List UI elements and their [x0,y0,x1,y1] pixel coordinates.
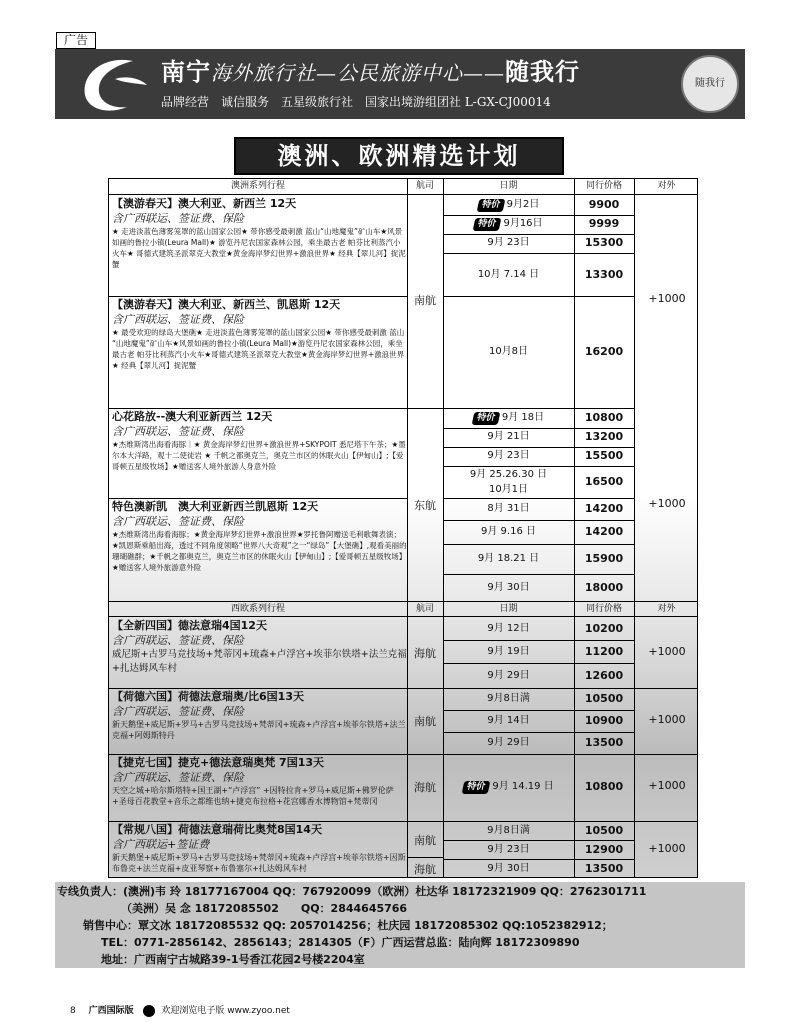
date-cell: 特价 9月2日 [443,197,574,213]
extra-price: +1000 [648,713,686,726]
extra-price: +1000 [648,645,686,658]
tour-eu-4: 【常规八国】荷德法意瑞荷比奥梵8国14天 含广西联运+签证费 新天鹅堡+威尼斯+罗马+古罗马竞技场+梵蒂冈+琉森+卢浮宫+埃菲尔铁塔+因斯布鲁克+法兰克福+皮亚琴察+布鲁塞尔+扎达姆风车村 [112,823,406,873]
date-cell: 9月 14日 [487,715,530,726]
tour-eu-2: 【荷德六国】荷德法意瑞奥/比6国13天 含广西联运、签证费、保险 新天鹅堡+威尼斯+罗马+古罗马竞技场+梵蒂冈+琉森+卢浮宫+埃菲尔铁塔+法兰克福+阿姆斯特丹 [112,690,406,740]
tour-eu-3: 【捷克七国】捷克+德法意瑞奥梵 7国13天 含广西联运、签证费、保险 天空之城+哈尔斯塔特+国王湖+“卢浮宫” +因特拉肯+罗马+威尼斯+佛罗伦萨+圣母百花教堂+音乐之都维也纳+捷克布拉格+花宫娜香水博物馆+梵蒂冈 [112,756,394,806]
date-cell: 9月 30日 [487,582,530,593]
price-cell: 9900 [588,198,620,211]
date-cell: 9月 23日 [487,450,530,461]
date-cell: 9月 29日 [487,737,530,748]
page-title: 澳洲、欧洲精选计划 [234,137,564,175]
date-cell: 9月 19日 [487,646,530,657]
date-cell: 9月 23日 [487,844,530,855]
price-cell: 13500 [584,862,624,875]
price-cell: 15900 [584,552,624,565]
aus-table-header: 澳洲系列行程 航司 日期 同行价格 对外 [109,179,698,195]
price-cell: 16500 [584,475,624,488]
date-cell: 10月8日 [488,346,529,357]
itinerary-table [108,178,698,878]
special-price-badge: 特价 [462,781,491,794]
price-cell: 15300 [584,236,624,249]
price-cell: 16200 [584,345,624,358]
price-cell: 15500 [584,449,624,462]
date-cell: 9月8日满 [487,825,530,836]
date-cell: 特价 9月 18日 [443,410,574,426]
airline-hu: 海航 [414,781,436,794]
price-cell: 10500 [584,692,624,705]
price-cell: 10800 [584,411,624,424]
agency-header [55,49,745,119]
date-cell: 特价 9月16日 [443,216,574,232]
contact-line: 销售中心：覃文冰 18172085532 QQ: 2057014256；杜庆园 18172085302 QQ:1052382912； [83,919,613,932]
contact-line: （美洲）吴 念 18172085502 QQ：2844645766 [121,902,408,915]
agency-tagline: 品牌经营 诚信服务 五星级旅行社 国家出境游组团社 L-GX-CJ00014 [161,95,551,109]
date-cell: 9月 9.16 日 [481,526,536,537]
price-cell: 13300 [584,268,624,281]
contact-line: 地址：广西南宁古城路39-1号香江花园2号楼2204室 [101,953,365,966]
page-footer [70,1003,290,1017]
extra-price: +1000 [648,292,686,305]
price-cell: 13200 [584,430,624,443]
date-cell: 9月 12日 [487,623,530,634]
date-cell: 9月 29日 [487,670,530,681]
extra-price: +1000 [648,842,686,855]
date-cell: 9月8日满 [487,693,530,704]
price-cell: 10200 [584,622,624,635]
date-cell: 9月 25.26.30 日 10月1日 [469,469,548,495]
tour-aus-3: 心花路放--澳大利亚新西兰 12天 含广西联运、签证费、保险 ★杰维斯湾出海看海豚｜★ 黄金海岸梦幻世界+激浪世界+SKYPOIT 悉尼塔下午茶；★墨尔本大洋路，观十二使徒岩 ★ 千帆之都奥克兰，奥克兰市区的休眠火山【伊甸山】;【爱哥顿五星级牧场】★赠送客人境外旅游人身意外险 [112,410,406,471]
price-cell: 14200 [584,525,624,538]
special-price-badge: 特价 [476,199,505,212]
page-number: 8 [70,1006,76,1016]
special-price-badge: 特价 [471,412,500,425]
airline-cz: 南航 [414,294,436,307]
tour-eu-1: 【全新四国】德法意瑞4国12天 含广西联运、签证费、保险 威尼斯+古罗马竞技场+梵蒂冈+琉森+卢浮宫+埃菲尔铁塔+法兰克福+扎达姆风车村 [112,619,407,674]
contact-line: 专线负责人：(澳洲)韦 玲 18177167004 QQ：767920099（欧洲）杜达华 18172321909 QQ：2762301711 [57,885,647,898]
extra-price: +1000 [648,497,686,510]
price-cell: 13500 [584,736,624,749]
agency-logo-icon [75,55,149,115]
contact-footer [55,882,745,968]
airline-cz: 南航 [414,834,436,847]
price-cell: 12900 [584,843,624,856]
airline-cz: 南航 [414,715,436,728]
date-cell: 8月 31日 [487,503,530,514]
price-cell: 9999 [588,217,620,230]
tour-aus-1: 【澳游春天】澳大利亚、新西兰 12天 含广西联运、签证费、保险 ★ 走进淡蓝色薄雾笼罩的蓝山国家公园★ 带你感受最刺激 蓝山“山地魔鬼”矿山车★风景如画的鲁拉小镇(Leura Mall)★ 游览丹尼农国家森林公园，乘坐最古老 帕芬比利蒸汽小火车★ 哥德式建筑圣派翠克大教堂★黄金海岸梦幻世界+激浪世界★ 经典【翠儿河】捉泥蟹 [112,197,406,269]
date-cell: 9月 23日 [487,237,530,248]
date-cell: 10月 7.14 日 [477,269,540,280]
site-link[interactable]: 欢迎浏览电子版 www.zyoo.net [161,1006,290,1016]
contact-line: TEL：0771-2856142、2856143；2814305（F）广西运营总监：陆向辉 18172309890 [101,936,580,949]
date-cell: 特价 9月 14.19 日 [443,779,574,795]
tour-aus-2: 【澳游春天】澳大利亚、新西兰、凯恩斯 12天 含广西联运、签证费、保险 ★ 最受欢迎的绿岛大堡礁★ 走进淡蓝色薄雾笼罩的蓝山国家公园★ 带你感受最刺激 蓝山 “山地魔鬼”矿山车★风景如画的鲁拉小镇(Leura Mall)★游览丹尼农国家森林公园，乘坐最古老 帕芬比利蒸汽小火车★哥德式建筑圣派翠克大教堂★黄金海岸梦幻世界+激浪世界★ 经典【翠儿河】捉泥蟹 [112,298,405,370]
price-cell: 14200 [584,502,624,515]
date-cell: 9月 30日 [487,863,530,874]
ad-label: 广告 [56,32,96,49]
special-price-badge: 特价 [473,218,502,231]
publication-name: 广西国际版 [88,1006,134,1016]
airline-hu: 海航 [414,863,436,876]
price-cell: 12600 [584,669,624,682]
extra-price: +1000 [648,779,686,792]
agency-name: 南宁海外旅行社—公民旅游中心——随我行 [161,57,580,86]
price-cell: 10500 [584,824,624,837]
price-cell: 10800 [584,780,624,793]
price-cell: 10900 [584,714,624,727]
price-cell: 11200 [584,645,624,658]
tour-aus-4: 特色澳新凯 澳大利亚新西兰凯恩斯 12天 含广西联运、签证费、保险 ★杰维斯湾出海看海豚；★黄金海岸梦幻世界+激浪世界★罗托鲁阿赠送毛利歌舞表演；★凯恩斯乘船出海，透过不同角度领略“世界八大奇观”之一“绿岛”【大堡礁】,观看美丽的珊瑚礁群；★千帆之都奥克兰，奥克兰市区的休眠火山【伊甸山】;【爱哥顿五星级牧场】★赠送客人境外旅游意外险 [112,500,407,572]
date-cell: 9月 21日 [487,431,530,442]
eu-table-header: 西欧系列行程 航司 日期 同行价格 对外 [109,601,698,617]
airline-hu: 海航 [414,647,436,660]
brand-seal: 随我行 [681,55,739,113]
airline-mu: 东航 [414,499,436,512]
publication-logo-icon [143,1005,155,1017]
date-cell: 9月 18.21 日 [477,553,540,564]
price-cell: 18000 [584,581,624,594]
